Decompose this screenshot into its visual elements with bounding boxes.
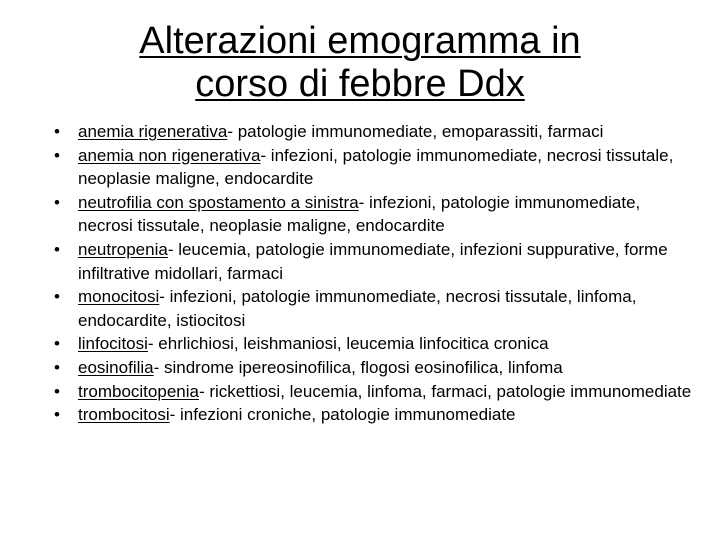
item-term: neutrofilia con spostamento a sinistra — [78, 192, 359, 212]
title-line-2: corso di febbre Ddx — [195, 63, 525, 105]
item-description: - ehrlichiosi, leishmaniosi, leucemia linfocitica cronica — [147, 334, 549, 354]
item-term: linfocitosi — [78, 334, 148, 354]
bullet-list — [54, 120, 694, 427]
item-description: - infezioni, patologie immunomediate, necrosi tissutale, neoplasie maligne, endocardite — [78, 192, 641, 236]
item-term: trombocitopenia — [78, 381, 199, 401]
bullet-icon: • — [54, 287, 60, 307]
list-item-trombocitosi — [54, 403, 694, 427]
list-item-linfocitosi — [54, 332, 694, 356]
item-term: anemia non rigenerativa — [78, 145, 261, 165]
bullet-icon: • — [54, 381, 60, 401]
bullet-icon: • — [54, 239, 60, 259]
item-description: - infezioni, patologie immunomediate, necrosi tissutale, neoplasie maligne, endocardite — [78, 145, 674, 189]
bullet-icon: • — [54, 122, 60, 141]
bullet-icon: • — [54, 145, 60, 165]
item-term: neutropenia — [78, 239, 168, 259]
item-description: - rickettiosi, leucemia, linfoma, farmaci, patologie immunomediate — [198, 381, 692, 401]
title-line-1: Alterazioni emogramma in — [139, 20, 581, 62]
item-term: monocitosi — [78, 287, 160, 307]
item-description: - infezioni croniche, patologie immunomediate — [169, 405, 516, 425]
item-description: - infezioni, patologie immunomediate, necrosi tissutale, linfoma, endocardite, istiocitosi — [78, 287, 637, 330]
list-item-eosinofilia — [54, 356, 694, 380]
bullet-icon: • — [54, 405, 60, 425]
slide-title — [60, 20, 660, 106]
item-term: anemia rigenerativa — [78, 122, 228, 141]
bullet-icon: • — [54, 192, 60, 212]
list-item-anemia-rigenerativa — [54, 120, 694, 144]
bullet-icon: • — [54, 334, 60, 354]
item-term: eosinofilia — [78, 357, 154, 377]
bullet-icon: • — [54, 357, 60, 377]
list-item-neutropenia — [54, 238, 694, 285]
item-term: trombocitosi — [78, 405, 170, 425]
item-description: - sindrome ipereosinofilica, flogosi eosinofilica, linfoma — [153, 357, 563, 377]
list-item-monocitosi — [54, 285, 694, 332]
item-description: - leucemia, patologie immunomediate, infezioni suppurative, forme infiltrative midollari, farmaci — [78, 239, 668, 283]
list-item-trombocitopenia — [54, 380, 694, 404]
item-description: - patologie immunomediate, emoparassiti, farmaci — [227, 122, 604, 141]
list-item-anemia-non-rigenerativa — [54, 144, 694, 191]
list-item-neutrofilia — [54, 191, 694, 238]
